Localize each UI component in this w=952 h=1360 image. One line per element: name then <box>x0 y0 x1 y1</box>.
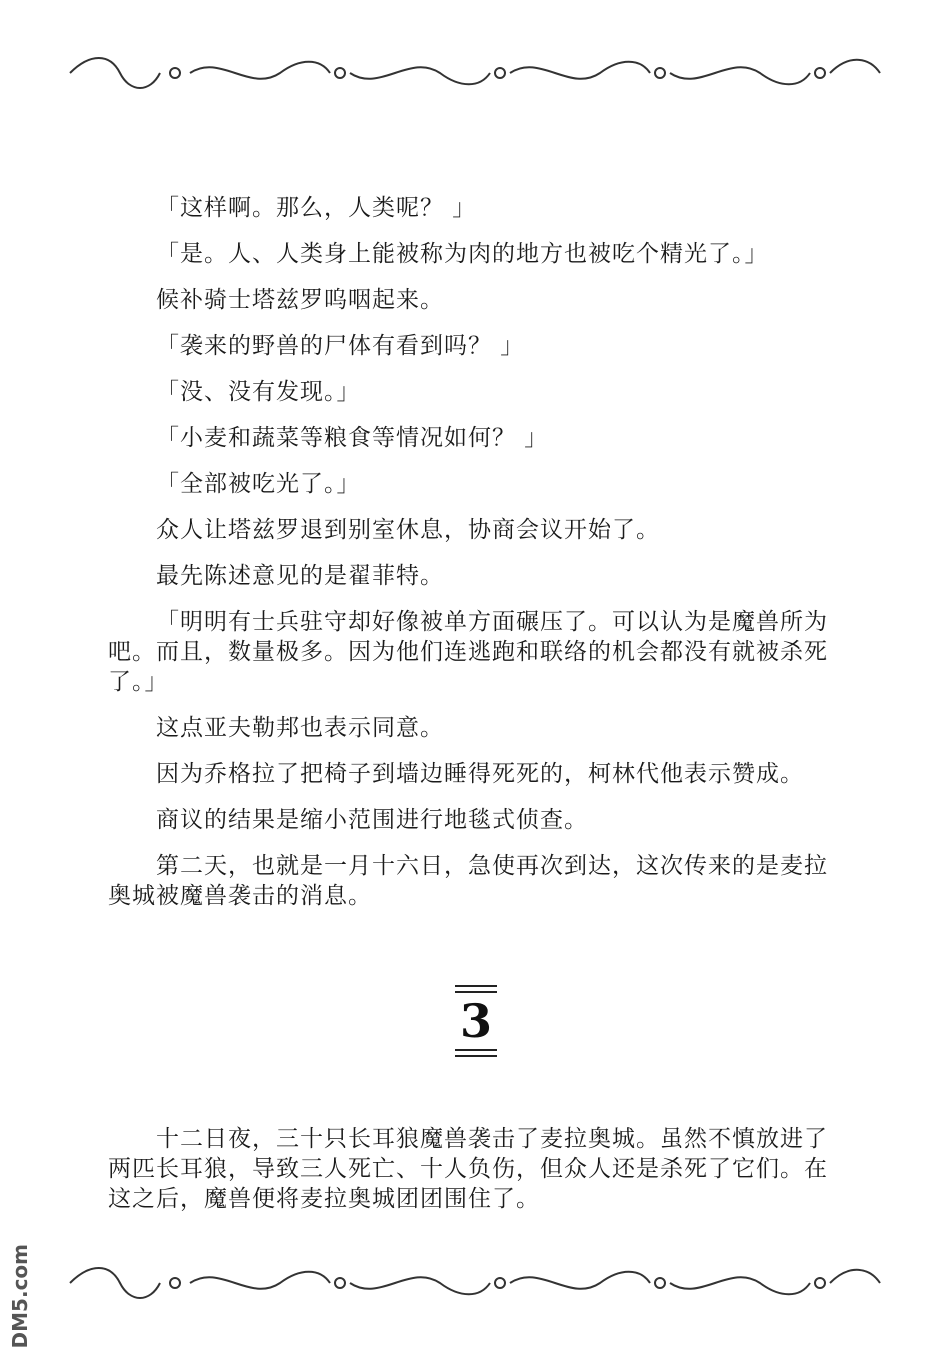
paragraph: 「这样啊。那么，人类呢？ 」 <box>156 195 477 221</box>
section-number: 3 <box>459 994 492 1048</box>
paragraph: 十二日夜，三十只长耳狼魔兽袭击了麦拉奥城。虽然不慎放进了两匹长耳狼，导致三人死亡、十人负伤，但众人还是杀死了它们。在这之后，魔兽便将麦拉奥城团团围住了。 <box>108 1126 828 1212</box>
divider <box>455 985 497 987</box>
paragraph: 「没、没有发现。」 <box>156 379 361 405</box>
top-ornament-icon <box>60 48 890 98</box>
paragraph: 「明明有士兵驻守却好像被单方面碾压了。可以认为是魔兽所为吧。而且，数量极多。因为他们连逃跑和联络的机会都没有就被杀死了。」 <box>108 609 828 695</box>
section-heading <box>430 978 522 1064</box>
paragraph: 候补骑士塔兹罗呜咽起来。 <box>156 287 444 313</box>
paragraph: 「袭来的野兽的尸体有看到吗？ 」 <box>156 333 525 359</box>
watermark <box>6 1244 34 1354</box>
section-body <box>108 1124 848 1230</box>
bottom-ornament-icon <box>60 1258 890 1308</box>
paragraph: 「全部被吃光了。」 <box>156 471 361 497</box>
paragraph: 第二天，也就是一月十六日，急使再次到达，这次传来的是麦拉奥城被魔兽袭击的消息。 <box>108 853 828 909</box>
watermark-text: DM5.com <box>8 1244 32 1349</box>
paragraph: 最先陈述意见的是翟菲特。 <box>156 563 444 589</box>
body-text <box>108 193 848 927</box>
divider <box>455 991 497 993</box>
paragraph: 「是。人、人类身上能被称为肉的地方也被吃个精光了。」 <box>156 241 769 267</box>
paragraph: 「小麦和蔬菜等粮食等情况如何？ 」 <box>156 425 549 451</box>
paragraph: 因为乔格拉了把椅子到墙边睡得死死的，柯林代他表示赞成。 <box>156 761 804 787</box>
paragraph: 这点亚夫勒邦也表示同意。 <box>156 715 444 741</box>
divider <box>455 1055 497 1057</box>
paragraph: 商议的结果是缩小范围进行地毯式侦查。 <box>156 807 588 833</box>
paragraph: 众人让塔兹罗退到别室休息，协商会议开始了。 <box>156 517 660 543</box>
divider <box>455 1049 497 1051</box>
